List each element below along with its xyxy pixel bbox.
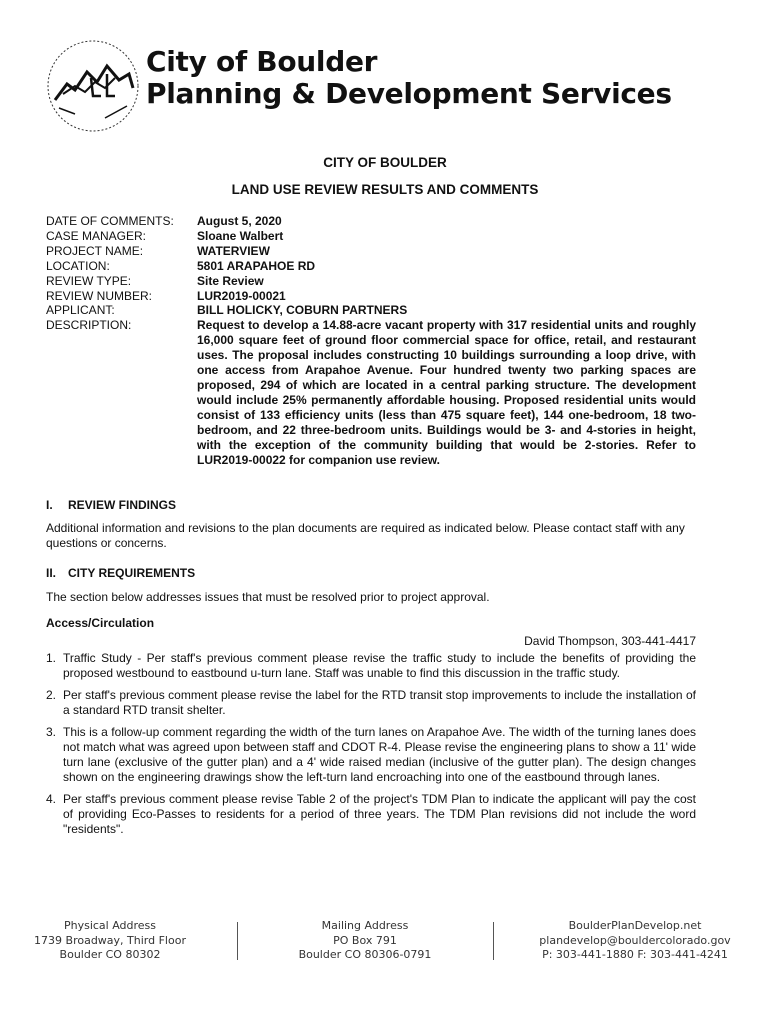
item-number: 1.: [46, 651, 57, 665]
footer-divider: [493, 922, 494, 960]
item-text: Traffic Study - Per staff's previous comment please revise the traffic study to include the benefits of providing the proposed westbound to eastbound u-turn lane. Staff was unable to find this discussion in the traffic study.: [63, 651, 696, 680]
meta-row-location: [46, 259, 696, 274]
meta-value: 5801 ARAPAHOE RD: [197, 258, 316, 273]
meta-value: Site Review: [197, 273, 264, 288]
comment-list: [46, 651, 696, 837]
meta-label: APPLICANT:: [46, 303, 115, 318]
meta-label: PROJECT NAME:: [46, 243, 144, 258]
section-body: Additional information and revisions to the plan documents are required as indicated below. Please contact staff with any questions or concerns.: [46, 521, 685, 550]
footer-title: Physical Address: [63, 919, 157, 932]
meta-row-date: [46, 214, 696, 229]
meta-row-number: [46, 289, 696, 304]
footer-line: PO Box 791: [333, 933, 397, 947]
section-heading: [46, 566, 696, 581]
meta-row-manager: [46, 229, 696, 244]
meta-value: LUR2019-00021: [197, 288, 286, 303]
footer-contact: [515, 919, 755, 963]
meta-value: WATERVIEW: [197, 243, 270, 258]
item-text: Per staff's previous comment please revise the label for the RTD transit stop improvements to include the installation of a standard RTD transit shelter.: [63, 688, 696, 717]
footer-line: Boulder CO 80302: [59, 948, 161, 961]
section-title: REVIEW FINDINGS: [68, 498, 177, 512]
meta-value: Sloane Walbert: [197, 228, 284, 243]
section-title: CITY REQUIREMENTS: [68, 566, 196, 580]
meta-row-type: [46, 274, 696, 289]
document-title-1: CITY OF BOULDER: [323, 155, 447, 170]
footer-website-link[interactable]: BoulderPlanDevelop.net: [568, 919, 702, 932]
meta-label: LOCATION:: [46, 258, 110, 273]
footer-email-link[interactable]: plandevelop@bouldercolorado.gov: [539, 933, 731, 947]
footer-phones: P: 303-441-1880 F: 303-441-4241: [542, 948, 728, 961]
item-number: 4.: [46, 792, 57, 806]
brand-line-2: Planning & Development Services: [146, 77, 672, 110]
brand-wordmark: [146, 46, 672, 110]
section-city-requirements: [46, 566, 696, 844]
case-metadata: [46, 214, 696, 467]
footer-physical-address: [20, 919, 200, 963]
meta-label: REVIEW TYPE:: [46, 273, 132, 288]
section-body: The section below addresses issues that must be resolved prior to project approval.: [46, 590, 490, 604]
sub-heading-access: Access/Circulation: [46, 616, 155, 630]
footer-line: 1739 Broadway, Third Floor: [34, 933, 186, 947]
reviewer-contact: David Thompson, 303-441-4417: [524, 634, 696, 648]
list-item: [46, 651, 696, 681]
document-title-2: LAND USE REVIEW RESULTS AND COMMENTS: [231, 182, 539, 197]
footer-divider: [237, 922, 238, 960]
section-review-findings: [46, 498, 696, 551]
meta-label: DATE OF COMMENTS:: [46, 214, 174, 228]
footer-line: Boulder CO 80306-0791: [298, 948, 432, 961]
meta-value: Request to develop a 14.88-acre vacant property with 317 residential units and roughly 16,000 square feet of ground floor commercial space for office, retail, and restaurant uses. The proposal includes constructing 10 buildings surrounding a loop drive, with one access from Arapahoe Avenue. Four hundred twenty two parking spaces are proposed, 294 of which are located in a central parking structure. The development would include 25% permanently affordable housing. Proposed residential units would consist of 133 efficiency units (less than 475 square feet), 144 one-bedroom, 18 two-bedroom, and 22 three-bedroom units. Buildings would be 3- and 4-stories in height, with the exception of the community building that would be 2-stories. Refer to LUR2019-00022 for companion use review.: [197, 318, 696, 467]
meta-row-description: [46, 318, 696, 467]
footer-title: Mailing Address: [321, 919, 409, 932]
item-text: This is a follow-up comment regarding the width of the turn lanes on Arapahoe Ave. The width of the turning lanes does not match what was agreed upon between staff and CDOT R-4. Please revise the engineering plans to show a 11' wide turn lane (exclusive of the gutter plan) and a 4' wide raised median (inclusive of the gutter plan). The design changes shown on the engineering drawings show the left-turn land encroaching into one of the eastbound through lanes.: [63, 725, 696, 784]
item-number: 2.: [46, 688, 57, 702]
brand-line-1: City of Boulder: [146, 45, 378, 78]
city-seal-logo: [45, 38, 141, 134]
meta-label: DESCRIPTION:: [46, 318, 132, 333]
section-number: II.: [46, 566, 57, 580]
list-item: [46, 725, 696, 785]
meta-label: CASE MANAGER:: [46, 228, 147, 243]
meta-row-project: [46, 244, 696, 259]
meta-value: August 5, 2020: [197, 214, 282, 228]
section-number: I.: [46, 498, 53, 512]
item-number: 3.: [46, 725, 57, 739]
footer-mailing-address: [285, 919, 445, 963]
item-text: Per staff's previous comment please revise Table 2 of the project's TDM Plan to indicate the applicant will pay the cost of providing Eco-Passes to residents for a period of three years. The TDM Plan revisions did not include the word "residents".: [63, 792, 696, 836]
list-item: [46, 792, 696, 837]
meta-label: REVIEW NUMBER:: [46, 288, 153, 303]
section-heading: [46, 498, 696, 513]
meta-value: BILL HOLICKY, COBURN PARTNERS: [197, 303, 408, 318]
list-item: [46, 688, 696, 718]
meta-row-applicant: [46, 303, 696, 318]
